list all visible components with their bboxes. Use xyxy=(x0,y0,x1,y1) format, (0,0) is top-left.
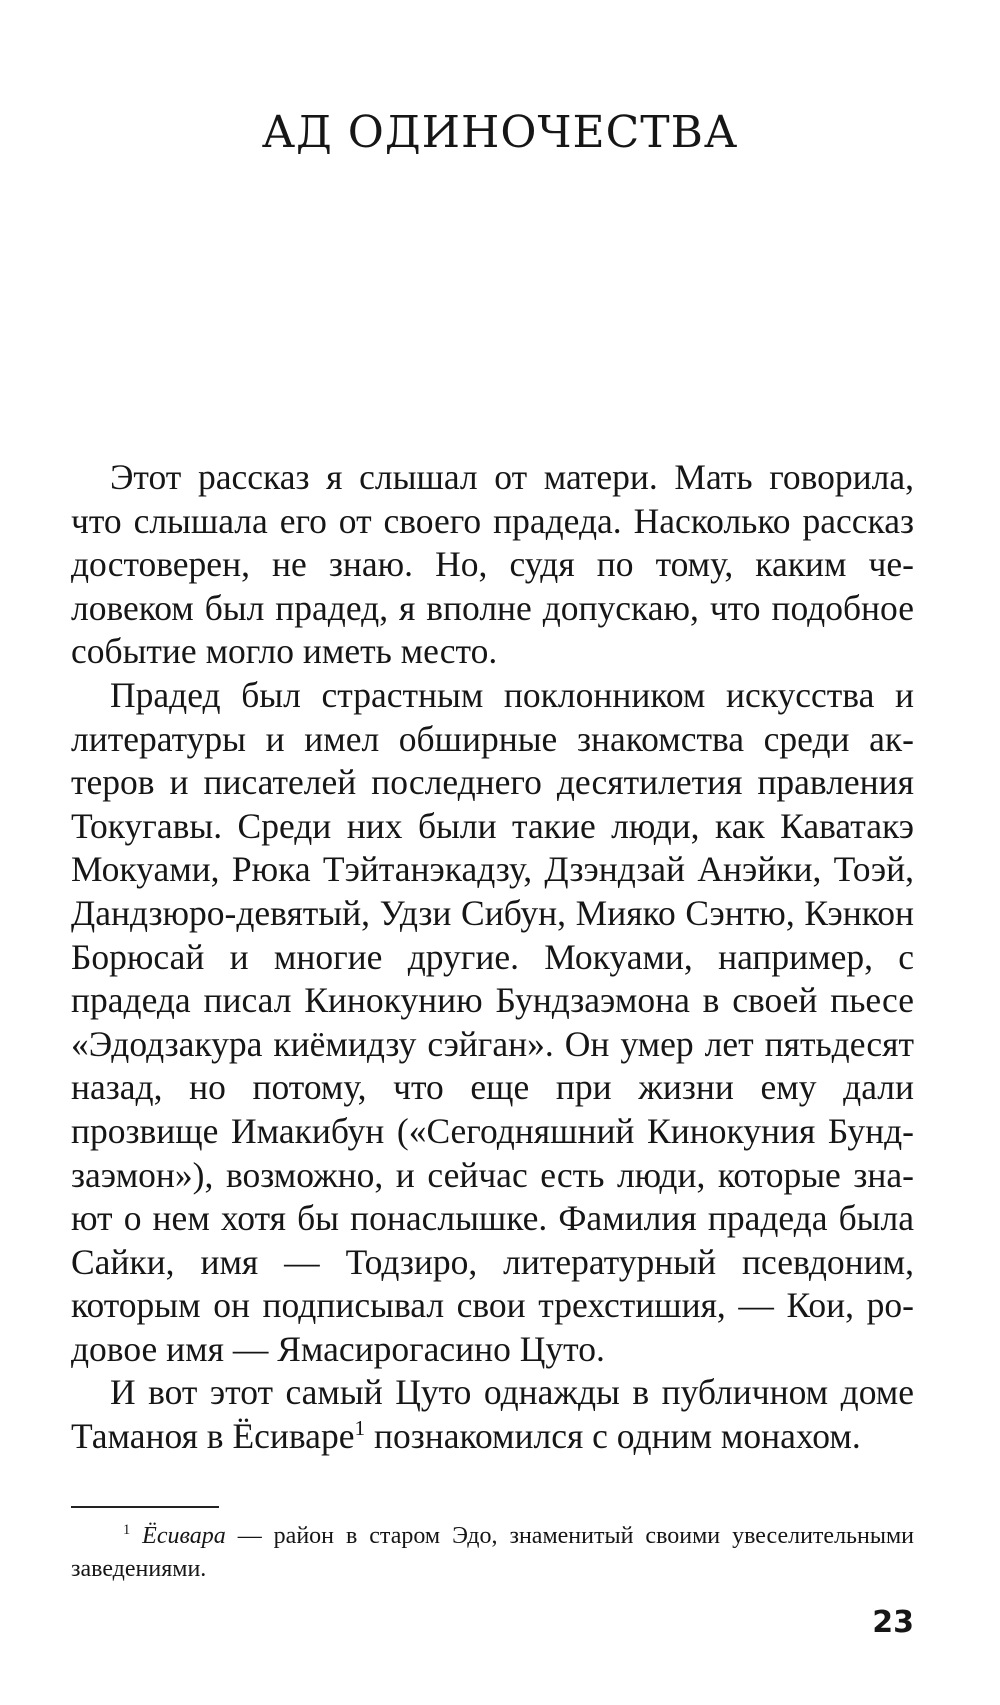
page-number: 23 xyxy=(872,1605,914,1640)
footnote-reference: 1 xyxy=(354,1416,366,1441)
body-text xyxy=(71,456,914,1459)
paragraph-3-text-before: И вот этот самый Цуто однажды в публичном доме Таманоя в Ёсиваре xyxy=(71,1372,914,1457)
paragraph-3-text-after: познакомился с одним монахом. xyxy=(365,1416,861,1457)
footnote-term: Ёсивара xyxy=(142,1523,226,1549)
paragraph-2: Прадед был страстным поклонником искусства и литературы и имел обширные знакомства среди актеров и писателей последнего десятилетия правления Токугавы. Среди них были такие люди, как Каватакэ Мокуами, Рюка Тэйтанэкадзу, Дзэндзай Анэйки, Тоэй, Дандзюро-девятый, Удзи Сибун, Мияко Сэнтю, Кэнкон Борюсай и многие другие. Мокуами, например, с прадеда писал Кинокунию Бундзаэмона в своей пьесе «Эдодзакура киёмидзу сэйган». Он умер лет пятьдесят назад, но потому, что еще при жизни ему дали прозвище Имакибун («Сегодняшний Кинокуния Бундзаэмон»), возможно, и сейчас есть люди, которые знают о нем хотя бы понаслышке. Фамилия прадеда была Сайки, имя — Тодзиро, литературный псевдоним, которым он подписывал свои трехстишия, — Кои, родовое имя — Ямасирогасино Цуто. xyxy=(71,674,914,1369)
paragraph-3 xyxy=(71,1371,914,1458)
footnote xyxy=(71,1520,914,1586)
chapter-title: АД ОДИНОЧЕСТВА xyxy=(261,107,739,159)
footnote-text: — район в старом Эдо, знаменитый своими увеселительными заведениями. xyxy=(71,1523,914,1582)
footnote-marker: 1 xyxy=(123,1522,131,1538)
footnote-divider xyxy=(71,1506,219,1508)
paragraph-1: Этот рассказ я слышал от матери. Мать говорила, что слышала его от своего прадеда. Насколько рассказ достоверен, не знаю. Но, судя по тому, каким человеком был прадед, я вполне допускаю, что подобное событие могло иметь место. xyxy=(71,457,914,672)
